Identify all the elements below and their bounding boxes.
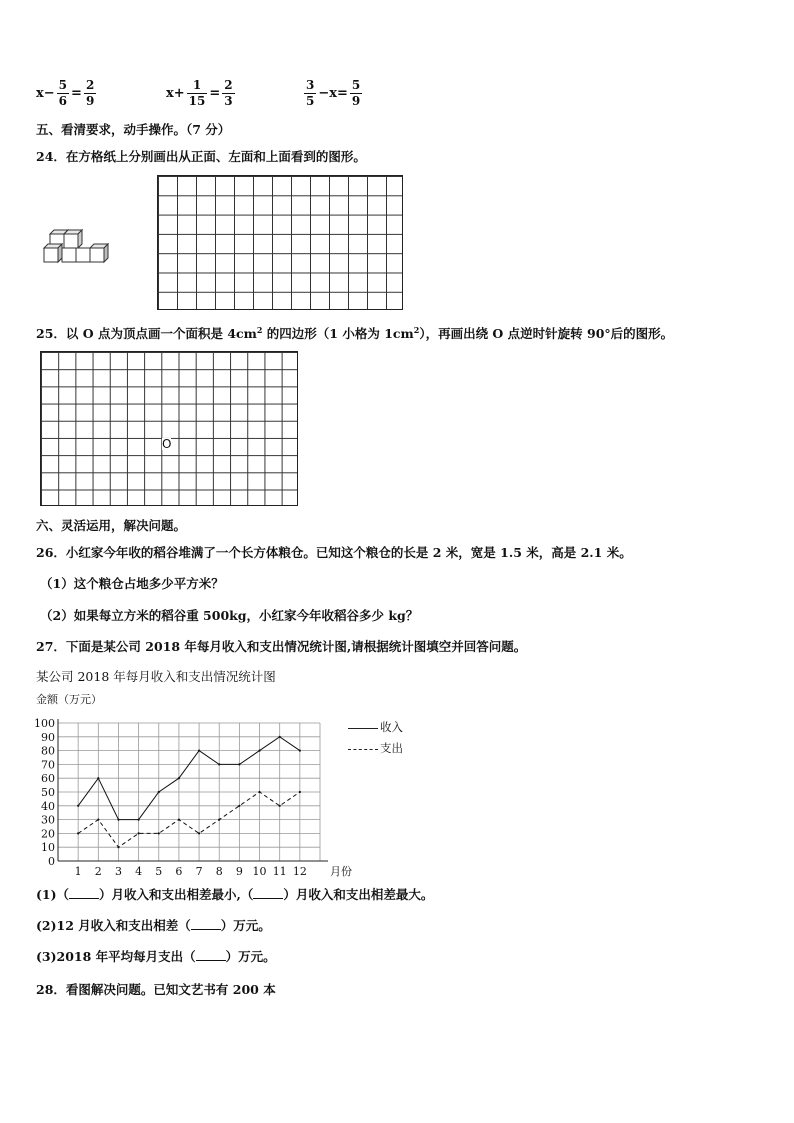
data-point-expense bbox=[198, 833, 199, 834]
y-tick-label: 70 bbox=[41, 758, 55, 772]
data-point-income bbox=[239, 764, 240, 765]
point-o-label: O bbox=[162, 437, 172, 451]
eq2-equals: = bbox=[209, 86, 221, 101]
chart-y-axis-label: 金额（万元） bbox=[36, 693, 102, 706]
data-point-expense bbox=[138, 833, 139, 834]
y-tick-label: 60 bbox=[41, 772, 55, 786]
cube-stack-figure bbox=[40, 224, 120, 268]
data-point-income bbox=[259, 750, 260, 751]
x-tick-label: 5 bbox=[155, 865, 163, 878]
x-tick-label: 10 bbox=[252, 865, 267, 878]
legend-income-label: 收入 bbox=[380, 720, 403, 734]
equation-2 bbox=[166, 78, 237, 109]
data-point-expense bbox=[98, 819, 99, 820]
eq1-frac2: $\frac{2}{9}$ bbox=[85, 78, 95, 108]
data-point-expense bbox=[78, 833, 79, 834]
data-point-expense bbox=[239, 805, 240, 806]
y-tick-label: 0 bbox=[48, 855, 55, 868]
eq3-frac2: $\frac{5}{9}$ bbox=[351, 78, 361, 108]
eq1-var: x bbox=[36, 86, 44, 101]
x-tick-label: 9 bbox=[235, 865, 243, 878]
data-point-expense bbox=[118, 847, 119, 848]
data-point-expense bbox=[178, 819, 179, 820]
x-tick-label: 4 bbox=[135, 865, 143, 878]
q24-drawing-grid[interactable] bbox=[157, 175, 403, 310]
question-27: 27．下面是某公司 2018 年每月收入和支出情况统计图,请根据统计图填空并回答问题。 bbox=[36, 639, 527, 654]
blank-max-month[interactable] bbox=[253, 888, 283, 899]
x-tick-label: 8 bbox=[215, 865, 223, 878]
data-point-expense bbox=[219, 819, 220, 820]
section-5-heading: 五、看清要求，动手操作。（7 分） bbox=[36, 122, 231, 137]
income-expense-line-chart bbox=[30, 710, 420, 880]
y-tick-label: 10 bbox=[41, 841, 55, 855]
y-tick-label: 100 bbox=[34, 717, 55, 730]
y-tick-label: 20 bbox=[41, 827, 55, 841]
legend-expense-label: 支出 bbox=[380, 741, 403, 755]
data-point-income bbox=[158, 791, 159, 792]
data-point-expense bbox=[259, 791, 260, 792]
data-point-expense bbox=[279, 805, 280, 806]
legend-expense-swatch bbox=[348, 749, 378, 750]
question-27-part-1: (1)（ ）月收入和支出相差最小,（ ）月收入和支出相差最大。 bbox=[36, 887, 434, 902]
eq2-var: x bbox=[166, 86, 174, 101]
data-point-income bbox=[178, 778, 179, 779]
equation-3 bbox=[302, 78, 364, 109]
data-point-income bbox=[219, 764, 220, 765]
data-point-income bbox=[118, 819, 119, 820]
question-26-part-2: （2）如果每立方米的稻谷重 500kg，小红家今年收稻谷多少 kg？ bbox=[40, 608, 419, 623]
q25-drawing-grid[interactable] bbox=[40, 351, 298, 506]
x-tick-label: 6 bbox=[175, 865, 183, 878]
blank-dec-difference[interactable] bbox=[191, 919, 221, 930]
data-point-expense bbox=[158, 833, 159, 834]
data-point-income bbox=[78, 805, 79, 806]
data-point-income bbox=[138, 819, 139, 820]
x-tick-label: 3 bbox=[114, 865, 122, 878]
question-26: 26．小红家今年收的稻谷堆满了一个长方体粮仓。已知这个粮仓的长是 2 米，宽是 1.5 米，高是 2.1 米。 bbox=[36, 545, 632, 560]
section-6-heading: 六、灵活运用，解决问题。 bbox=[36, 518, 187, 533]
eq3-op: −x bbox=[318, 86, 338, 101]
x-tick-label: 12 bbox=[292, 865, 307, 878]
eq2-frac2: $\frac{2}{3}$ bbox=[224, 78, 233, 108]
data-point-income bbox=[279, 736, 280, 737]
question-27-part-3: (3)2018 年平均每月支出（ ）万元。 bbox=[36, 949, 276, 964]
eq1-op: − bbox=[43, 86, 55, 101]
question-25: 25．以 O 点为顶点画一个面积是 $4cm^2$ 的四边形（1 小格为 $1cm^2$），再画出绕 O 点逆时针旋转 90°后的图形。 bbox=[36, 324, 674, 341]
y-tick-label: 30 bbox=[41, 813, 55, 827]
x-tick-label: 11 bbox=[272, 865, 287, 878]
eq1-equals: = bbox=[71, 86, 82, 101]
eq3-frac0: $\frac{3}{5}$ bbox=[306, 78, 315, 108]
x-tick-label: 2 bbox=[94, 865, 102, 878]
y-tick-label: 40 bbox=[41, 799, 55, 813]
y-tick-label: 90 bbox=[41, 730, 55, 744]
x-tick-label: 1 bbox=[74, 865, 82, 878]
equation-1 bbox=[36, 78, 98, 109]
y-tick-label: 50 bbox=[41, 786, 55, 799]
legend-expense bbox=[348, 740, 403, 756]
y-tick-label: 80 bbox=[41, 744, 55, 758]
eq2-op: + bbox=[173, 86, 185, 101]
eq2-frac1: $\frac{1}{15}$ bbox=[188, 78, 206, 108]
data-point-income bbox=[198, 750, 199, 751]
question-26-part-1: （1）这个粮仓占地多少平方米？ bbox=[40, 576, 224, 591]
chart-title: 某公司 2018 年每月收入和支出情况统计图 bbox=[36, 669, 276, 684]
data-point-income bbox=[299, 750, 300, 751]
blank-average-expense[interactable] bbox=[196, 950, 226, 961]
question-27-part-2: (2)12 月收入和支出相差（ ）万元。 bbox=[36, 918, 271, 933]
question-28: 28．看图解决问题。已知文艺书有 200 本 bbox=[36, 982, 276, 997]
x-tick-label: 7 bbox=[195, 865, 203, 878]
chart-x-axis-label: 月份 bbox=[330, 865, 352, 878]
data-point-income bbox=[98, 778, 99, 779]
blank-min-month[interactable] bbox=[69, 888, 99, 899]
eq1-frac1: $\frac{5}{6}$ bbox=[58, 78, 68, 108]
question-24: 24．在方格纸上分别画出从正面、左面和上面看到的图形。 bbox=[36, 149, 366, 164]
data-point-expense bbox=[299, 791, 300, 792]
legend-income bbox=[348, 719, 403, 735]
eq3-equals: = bbox=[337, 86, 348, 101]
legend-income-swatch bbox=[348, 728, 378, 729]
